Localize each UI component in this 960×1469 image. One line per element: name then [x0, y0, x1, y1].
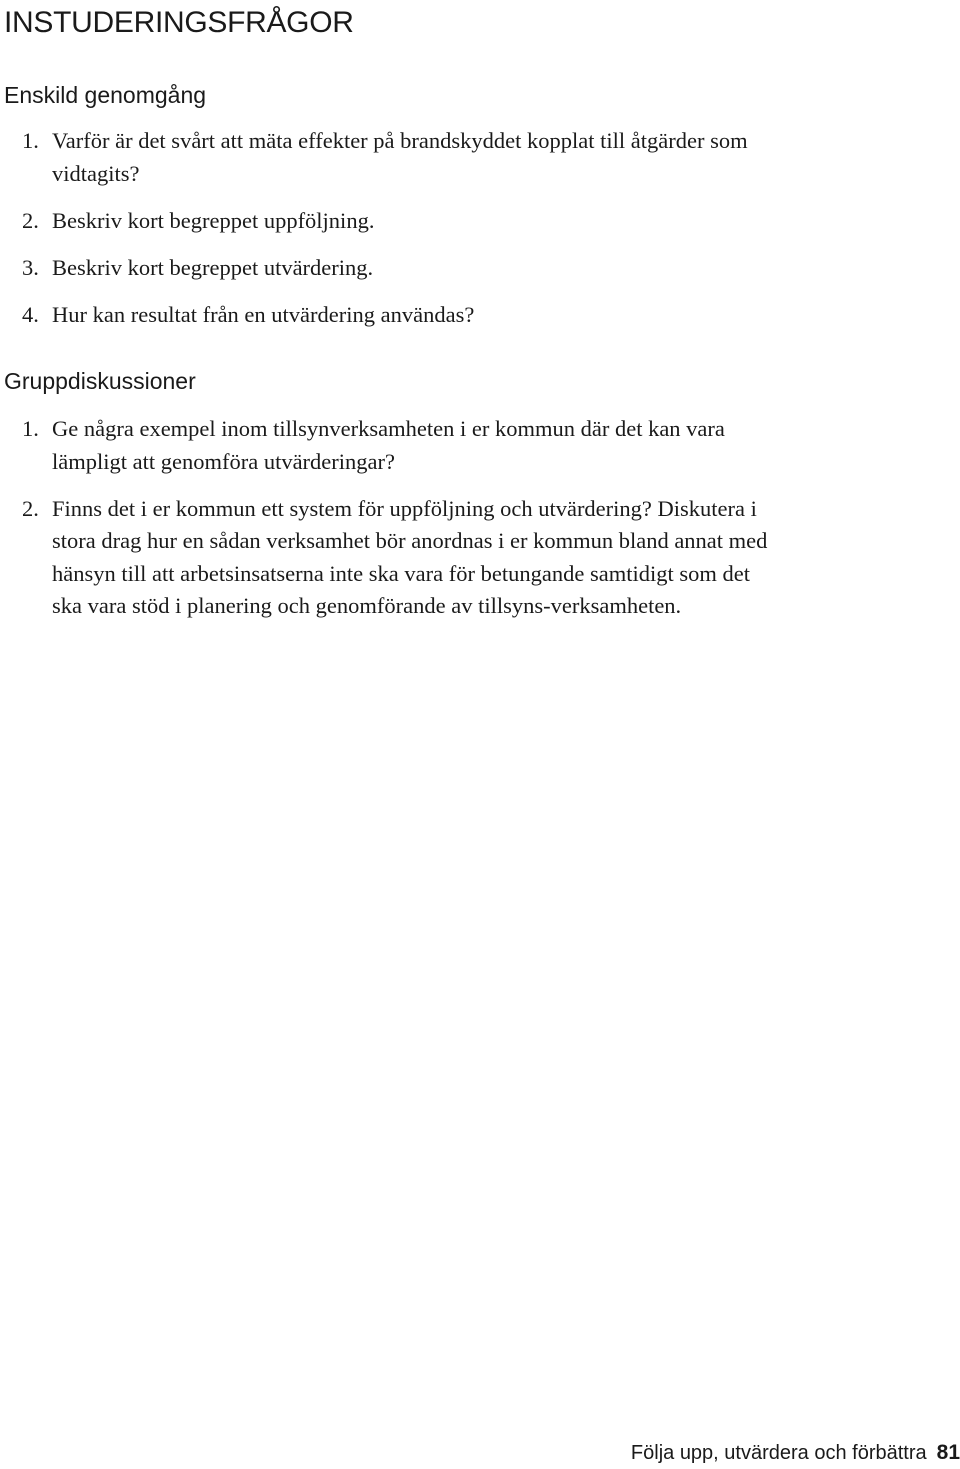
footer-page-number: 81 — [936, 1441, 960, 1464]
individual-question-1 — [0, 125, 752, 190]
footer-chapter-title: Följa upp, utvärdera och förbättra — [630, 1442, 927, 1464]
question-number: 1. — [22, 128, 39, 153]
individual-question-2 — [0, 205, 752, 238]
question-text: Beskriv kort begreppet utvärdering. — [52, 254, 374, 280]
question-number: 3. — [22, 254, 39, 280]
question-number: 1. — [22, 416, 39, 441]
question-number: 2. — [22, 495, 39, 521]
individual-question-list — [0, 125, 930, 346]
question-number: 2. — [22, 207, 39, 233]
question-number: 4. — [22, 301, 39, 327]
question-text: Ge några exempel inom tillsynverksamheten i er kommun där det kan vara lämpligt att genomföra utvärderingar? — [52, 416, 725, 474]
individual-question-4 — [0, 299, 752, 332]
question-text: Beskriv kort begreppet uppföljning. — [52, 207, 375, 233]
question-text: Varför är det svårt att mäta effekter på brandskyddet kopplat till åtgärder som vidtagits? — [52, 128, 748, 186]
section-heading-individual: Enskild genomgång — [4, 82, 207, 108]
page-footer — [631, 1440, 960, 1466]
group-question-list — [0, 413, 930, 637]
individual-question-3 — [0, 252, 752, 285]
section-heading-group: Gruppdiskussioner — [4, 368, 196, 394]
question-text: Hur kan resultat från en utvärdering användas? — [52, 301, 475, 327]
question-text: Finns det i er kommun ett system för uppföljning och utvärdering? Diskutera i stora drag hur en sådan verksamhet bör anordnas i er kommun bland annat med hänsyn till att arbetsinsatserna inte ska vara för betungande samtidigt som det ska vara stöd i planering och genomförande av tillsyns-verksamheten. — [52, 495, 768, 618]
group-question-2 — [0, 493, 772, 623]
group-question-1 — [0, 413, 772, 478]
page-title: INSTUDERINGSFRÅGOR — [4, 6, 354, 39]
